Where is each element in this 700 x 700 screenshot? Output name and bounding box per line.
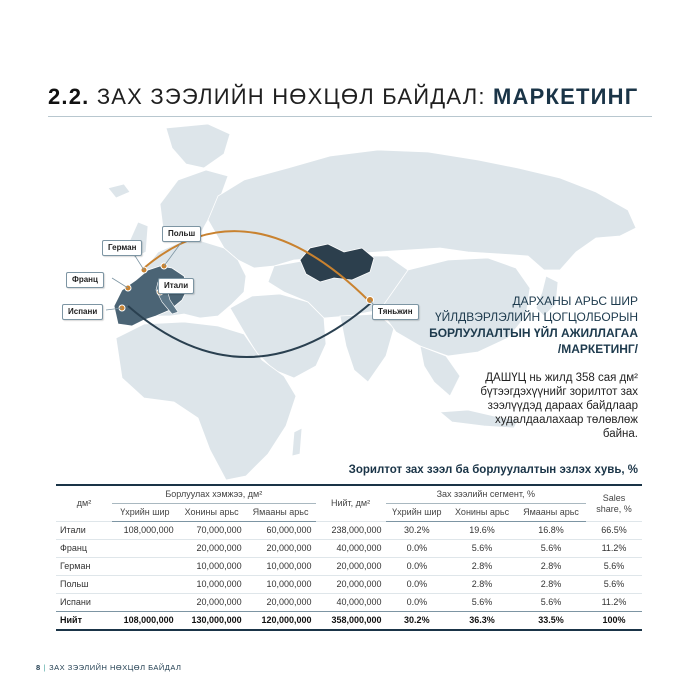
- map-label-germany: Герман: [102, 240, 142, 256]
- map-label-poland: Польш: [162, 226, 201, 242]
- header-unit: дм²: [56, 485, 112, 522]
- madagascar-landmass: [292, 428, 302, 456]
- page-title: [48, 84, 638, 110]
- header-total: Нийт, дм²: [316, 485, 386, 522]
- russia-landmass: [208, 150, 636, 270]
- cell-seg-cow: 0.0%: [386, 594, 449, 612]
- cell-cow: [112, 558, 178, 576]
- cell-seg-cow: 30.2%: [386, 522, 449, 540]
- cell-goat: 60,000,000: [246, 522, 316, 540]
- cell-cow: [112, 540, 178, 558]
- cell-cow: 108,000,000: [112, 522, 178, 540]
- cell-total: 40,000,000: [316, 540, 386, 558]
- cell-goat: 10,000,000: [246, 558, 316, 576]
- side-heading: [398, 293, 638, 357]
- cell-seg-goat: 16.8%: [516, 522, 586, 540]
- section-number: 2.2.: [48, 84, 90, 109]
- cell-seg-goat: 2.8%: [516, 576, 586, 594]
- footer-separator: |: [43, 663, 47, 672]
- cell-sheep: 20,000,000: [178, 594, 246, 612]
- cell-goat: 20,000,000: [246, 594, 316, 612]
- cell-total: 40,000,000: [316, 594, 386, 612]
- header-share: Sales share, %: [586, 485, 642, 522]
- cell-share: 11.2%: [586, 540, 642, 558]
- subheader-cow: Үхрийн шир: [112, 504, 178, 522]
- cell-sheep: 70,000,000: [178, 522, 246, 540]
- cell-cow: [112, 594, 178, 612]
- india-landmass: [340, 314, 394, 382]
- title-bold: МАРКЕТИНГ: [492, 84, 639, 109]
- total-label: Нийт: [56, 612, 112, 631]
- map-label-spain: Испани: [62, 304, 103, 320]
- title-plain: ЗАХ ЗЭЭЛИЙН НӨХЦӨЛ БАЙДАЛ:: [96, 84, 486, 109]
- cell-goat: 10,000,000: [246, 576, 316, 594]
- footer-text: ЗАХ ЗЭЭЛИЙН НӨХЦӨЛ БАЙДАЛ: [49, 663, 182, 672]
- subheader-seg-sheep: Хонины арьс: [448, 504, 516, 522]
- total-seg-goat: 33.5%: [516, 612, 586, 631]
- cell-seg-goat: 5.6%: [516, 594, 586, 612]
- cell-cow: [112, 576, 178, 594]
- table-caption: Зорилтот зах зээл ба борлуулалтын эзлэх хувь, %: [348, 464, 638, 476]
- total-total: 358,000,000: [316, 612, 386, 631]
- table-header-row: [56, 485, 642, 504]
- side-paragraph: ДАШҮЦ нь жилд 358 сая дм² бүтээгдэхүүнийг зорилтот зах зээлүүдэд дараах байдлаар худалдаалахаар төлөвлөж байна.: [480, 372, 638, 440]
- total-goat: 120,000,000: [246, 612, 316, 631]
- total-sheep: 130,000,000: [178, 612, 246, 631]
- page-number: 8: [36, 663, 41, 672]
- subheader-goat: Ямааны арьс: [246, 504, 316, 522]
- cell-seg-sheep: 5.6%: [448, 540, 516, 558]
- subheader-seg-goat: Ямааны арьс: [516, 504, 586, 522]
- total-seg-cow: 30.2%: [386, 612, 449, 631]
- cell-sheep: 10,000,000: [178, 558, 246, 576]
- total-seg-sheep: 36.3%: [448, 612, 516, 631]
- cell-share: 66.5%: [586, 522, 642, 540]
- side-heading-line1: ДАРХАНЫ АРЬС ШИР: [512, 294, 638, 308]
- cell-seg-cow: 0.0%: [386, 576, 449, 594]
- iceland-landmass: [108, 184, 130, 198]
- row-country: Итали: [56, 522, 112, 540]
- side-heading-line3: БОРЛУУЛАЛТЫН ҮЙЛ АЖИЛЛАГАА: [429, 326, 638, 340]
- header-sales-volume: Борлуулах хэмжээ, дм²: [112, 485, 316, 504]
- row-country: Испани: [56, 594, 112, 612]
- cell-seg-cow: 0.0%: [386, 540, 449, 558]
- cell-seg-goat: 5.6%: [516, 540, 586, 558]
- subheader-sheep: Хонины арьс: [178, 504, 246, 522]
- page-footer: [36, 663, 181, 672]
- table-row: [56, 558, 642, 576]
- cell-share: 5.6%: [586, 576, 642, 594]
- cell-seg-cow: 0.0%: [386, 558, 449, 576]
- target-markets-region: [114, 266, 188, 326]
- table-row: [56, 576, 642, 594]
- sales-table: [56, 484, 642, 631]
- table-row: [56, 594, 642, 612]
- map-label-italy: Итали: [158, 278, 194, 294]
- row-country: Герман: [56, 558, 112, 576]
- side-heading-line4: /МАРКЕТИНГ/: [557, 342, 638, 356]
- row-country: Франц: [56, 540, 112, 558]
- total-cow: 108,000,000: [112, 612, 178, 631]
- cell-seg-sheep: 5.6%: [448, 594, 516, 612]
- cell-total: 238,000,000: [316, 522, 386, 540]
- map-label-france: Франц: [66, 272, 104, 288]
- cell-seg-sheep: 19.6%: [448, 522, 516, 540]
- map-label-tianjin: Тяньжин: [372, 304, 419, 320]
- subheader-seg-cow: Үхрийн шир: [386, 504, 449, 522]
- cell-seg-sheep: 2.8%: [448, 558, 516, 576]
- cell-share: 5.6%: [586, 558, 642, 576]
- header-segment: Зах зээлийн сегмент, %: [386, 485, 586, 504]
- cell-sheep: 20,000,000: [178, 540, 246, 558]
- row-country: Польш: [56, 576, 112, 594]
- cell-seg-sheep: 2.8%: [448, 576, 516, 594]
- table-row: [56, 522, 642, 540]
- cell-goat: 20,000,000: [246, 540, 316, 558]
- greenland-landmass: [166, 124, 230, 168]
- title-divider: [48, 116, 652, 117]
- table-row: [56, 540, 642, 558]
- total-share: 100%: [586, 612, 642, 631]
- cell-share: 11.2%: [586, 594, 642, 612]
- table-total-row: [56, 612, 642, 631]
- cell-total: 20,000,000: [316, 558, 386, 576]
- cell-total: 20,000,000: [316, 576, 386, 594]
- cell-seg-goat: 2.8%: [516, 558, 586, 576]
- side-heading-line2: ҮЙЛДВЭРЛЭЛИЙН ЦОГЦОЛБОРЫН: [435, 310, 638, 324]
- cell-sheep: 10,000,000: [178, 576, 246, 594]
